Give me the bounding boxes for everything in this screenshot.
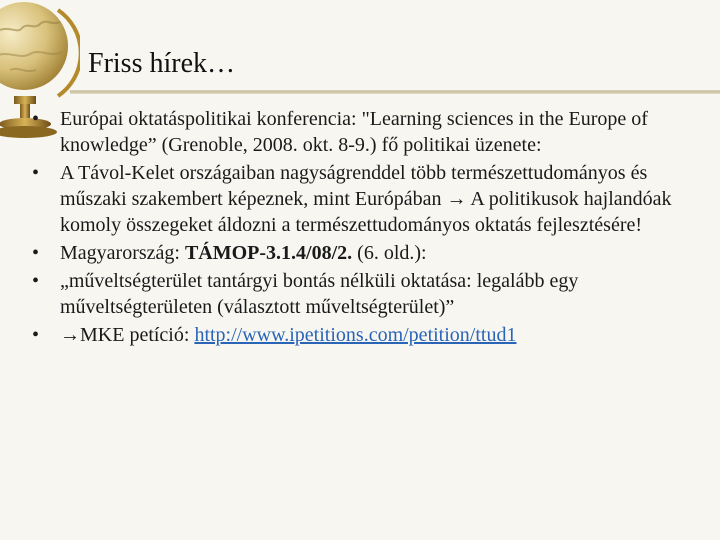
bullet-marker: • (32, 270, 40, 292)
list-item (28, 322, 698, 348)
list-item (28, 160, 698, 238)
petition-link[interactable]: http://www.ipetitions.com/petition/ttud1 (194, 324, 517, 346)
title-divider (70, 90, 720, 94)
bullet-text: „műveltségterület tantárgyi bontás nélküli oktatása: legalább egy műveltségterületen (választott műveltségterület)” (60, 270, 579, 318)
bullet-text-suffix: (6. old.): (352, 242, 427, 264)
bullet-list (28, 106, 698, 350)
slide-title: Friss hírek… (88, 48, 235, 79)
bullet-text: A Távol-Kelet országaiban nagyságrenddel több természettudományos és műszaki szakembert képeznek, mint Európában → A politikusok hajlandóak komoly összegeket áldozni a természettudományos oktatás fejlesztésére! (60, 162, 672, 236)
bullet-marker: • (32, 242, 40, 264)
bullet-text: Európai oktatáspolitikai konferencia: "Learning sciences in the Europe of knowledge” (Grenoble, 2008. okt. 8-9.) fő politikai üzenete: (60, 108, 648, 156)
bullet-marker: • (32, 324, 40, 346)
list-item (28, 106, 698, 158)
bullet-text-prefix: →MKE petíció: (60, 324, 195, 346)
bullet-marker: • (32, 162, 40, 184)
bullet-marker: • (32, 108, 40, 130)
bullet-text-prefix: Magyarország: (60, 242, 185, 264)
program-code: TÁMOP-3.1.4/08/2. (184, 242, 353, 264)
list-item (28, 240, 698, 266)
list-item (28, 268, 698, 320)
